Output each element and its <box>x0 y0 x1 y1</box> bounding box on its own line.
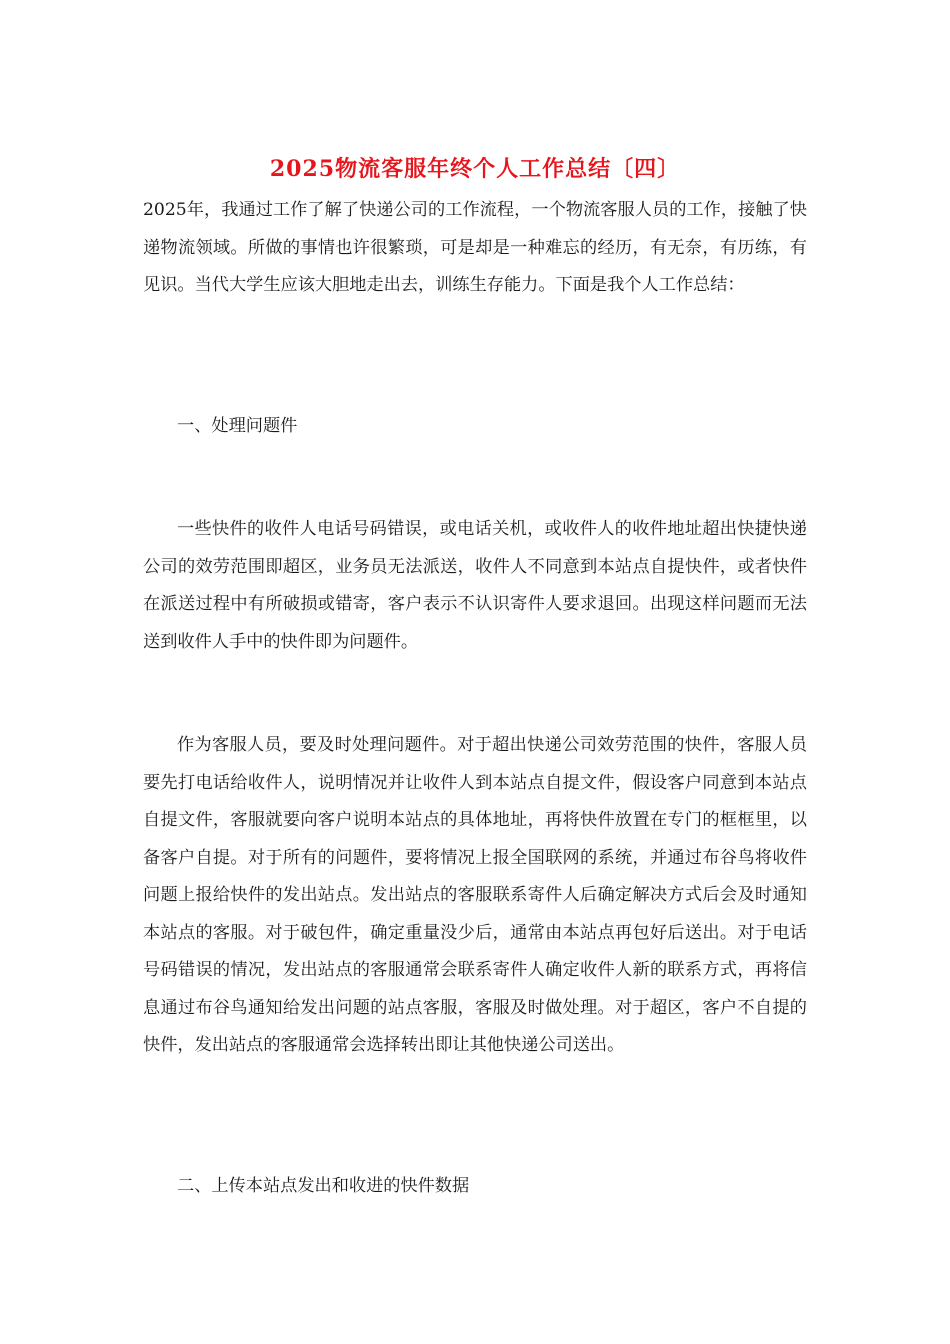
document-title: 2025物流客服年终个人工作总结〔四〕 <box>269 156 681 182</box>
section-heading-1: 一、处理问题件 <box>177 416 298 436</box>
section1-paragraph-2: 作为客服人员，要及时处理问题件。对于超出快递公司效劳范围的快件，客服人员要先打电话给收件人，说明情况并让收件人到本站点自提文件，假设客户同意到本站点自提文件，客服就要向客户说明本站点的具体地址，再将快件放置在专门的框框里，以备客户自提。对于所有的问题件，要将情况上报全国联网的系统，并通过布谷鸟将收件问题上报给快件的发出站点。发出站点的客服联系寄件人后确定解决方式后会及时通知本站点的客服。对于破包件，确定重量没少后，通常由本站点再包好后送出。对于电话号码错误的情况，发出站点的客服通常会联系寄件人确定收件人新的联系方式，再将信息通过布谷鸟通知给发出问题的站点客服，客服及时做处理。对于超区，客户不自提的快件，发出站点的客服通常会选择转出即让其他快递公司送出。 <box>143 735 807 1055</box>
intro-paragraph: 2025年，我通过工作了解了快递公司的工作流程，一个物流客服人员的工作，接触了快递物流领域。所做的事情也许很繁琐，可是却是一种难忘的经历，有无奈，有历练，有见识。当代大学生应该大胆地走出去，训练生存能力。下面是我个人工作总结： <box>143 200 807 295</box>
section1-paragraph-1: 一些快件的收件人电话号码错误，或电话关机，或收件人的收件地址超出快捷快递公司的效劳范围即超区，业务员无法派送，收件人不同意到本站点自提快件，或者快件在派送过程中有所破损或错寄，客户表示不认识寄件人要求退回。出现这样问题而无法送到收件人手中的快件即为问题件。 <box>143 519 807 652</box>
section-heading-2: 二、上传本站点发出和收进的快件数据 <box>177 1176 470 1196</box>
